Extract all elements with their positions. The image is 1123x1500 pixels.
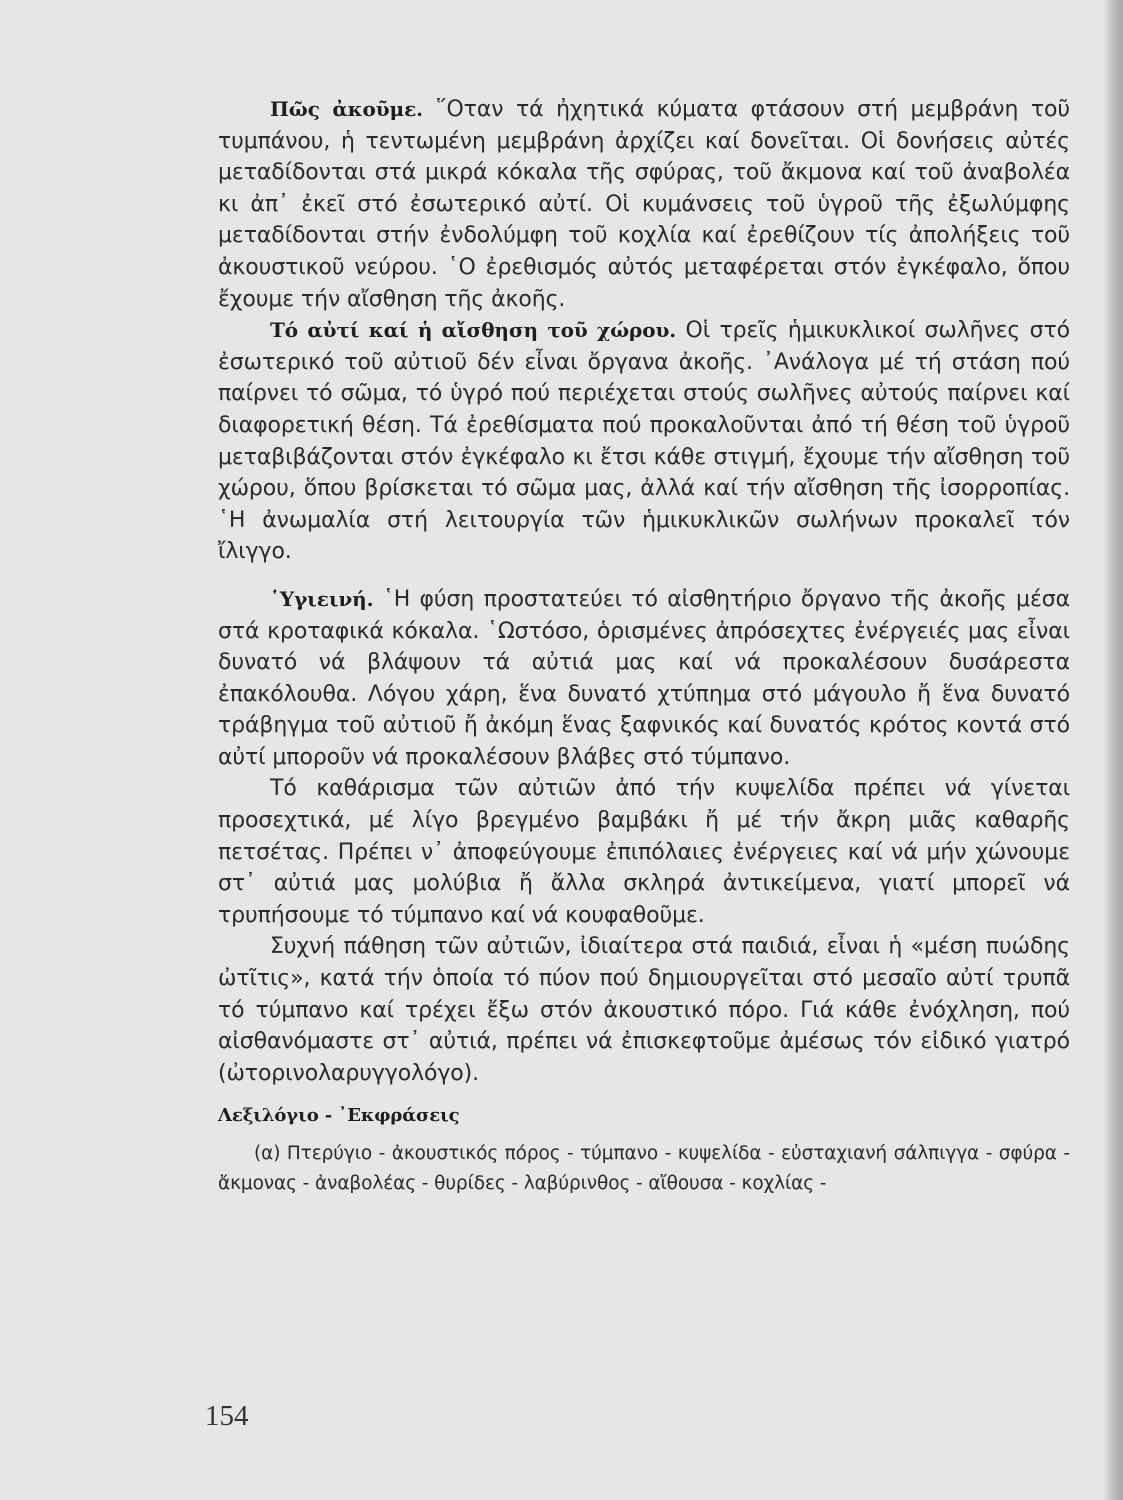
paragraph-spacer (218, 568, 1070, 584)
paragraph-cleaning (218, 773, 1070, 931)
body-text (218, 94, 1070, 1199)
paragraph-space (218, 315, 1070, 568)
page-number: 154 (205, 1400, 249, 1432)
heading-space: Τό αὐτί καί ἡ αἴσθηση τοῦ χώρου. (270, 318, 677, 343)
heading-hygiene: ῾Υγιεινή. (270, 586, 374, 611)
paragraph-hearing (218, 94, 1070, 315)
vocabulary-item-a: (α) Πτερύγιο - ἀκουστικός πόρος - τύμπανο - κυψελίδα - εὐσταχιανή σάλπιγγα - σφύρα - ἄκμονας - ἀναβολέας - θυρίδες - λαβύρινθος - αἴθουσα - κοχλίας - (218, 1143, 1070, 1195)
text-hygiene: ῾Η φύση προστατεύει τό αἰσθητήριο ὄργανο τῆς ἀκοῆς μέσα στά κροταφικά κόκαλα. ῾Ωστόσο, ὁρισμένες ἀπρόσεχτες ἐνέργειές μας εἶναι δυνατό νά βλάψουν τά αὐτιά μας καί νά προκαλέσουν δυσάρεστα ἐπακόλουθα. Λόγου χάρη, ἕνα δυνατό χτύπημα στό μάγουλο ἤ ἕνα δυνατό τράβηγμα τοῦ αὐτιοῦ ἤ ἀκόμη ἕνας ξαφνικός καί δυνατός κρότος κοντά στό αὐτί μποροῦν νά προκαλέσουν βλάβες στό τύμπανο. (218, 586, 1070, 770)
heading-hearing: Πῶς ἀκοῦμε. (270, 97, 423, 121)
text-hearing: ῞Οταν τά ἠχητικά κύματα φτάσουν στή μεμβράνη τοῦ τυμπάνου, ἡ τεντωμένη μεμβράνη ἀρχίζει καί δονεῖται. Οἱ δονήσεις αὐτές μεταδίδονται στά μικρά κόκαλα τῆς σφύρας, τοῦ ἄκμονα καί τοῦ ἀναβολέα κι ἀπ᾿ ἐκεῖ στό ἐσωτερικό αὐτί. Οἱ κυμάνσεις τοῦ ὑγροῦ τῆς ἐξωλύμφης μεταδίδονται στήν ἐνδολύμφη τοῦ κοχλία καί ἐρεθίζουν τίς ἀπολήξεις τοῦ ἀκουστικοῦ νεύρου. ῾Ο ἐρεθισμός αὐτός μεταφέρεται στόν ἐγκέφαλο, ὅπου ἔχουμε τήν αἴσθηση τῆς ἀκοῆς. (218, 97, 1070, 312)
paragraph-otitis (218, 931, 1070, 1089)
text-space: Οἱ τρεῖς ἡμικυκλικοί σωλῆνες στό ἐσωτερικό τοῦ αὐτιοῦ δέν εἶναι ὄργανα ἀκοῆς. ᾿Ανάλογα μέ τή στάση πού παίρνει τό σῶμα, τό ὑγρό πού περιέχεται στούς σωλῆνες αὐτούς παίρνει καί διαφορετική θέση. Τά ἐρεθίσματα πού προκαλοῦνται ἀπό τή θέση τοῦ ὑγροῦ μεταβιβάζονται στόν ἐγκέφαλο κι ἔτσι κάθε στιγμή, ἔχουμε τήν αἴσθηση τοῦ χώρου, ὅπου βρίσκεται τό σῶμα μας, ἀλλά καί τήν αἴσθηση τῆς ἰσορροπίας. ῾Η ἀνωμαλία στή λειτουργία τῶν ἡμικυκλικῶν σωλήνων προκαλεῖ τόν ἴλιγγο. (218, 318, 1070, 565)
text-otitis: Συχνή πάθηση τῶν αὐτιῶν, ἰδιαίτερα στά παιδιά, εἶναι ἡ «μέση πυώδης ὠτῖτις», κατά τήν ὁποία τό πύον πού δημιουργεῖται στό μεσαῖο αὐτί τρυπᾶ τό τύμπανο καί τρέχει ἔξω στόν ἀκουστικό πόρο. Γιά κάθε ἐνόχληση, πού αἰσθανόμαστε στ᾿ αὐτιά, πρέπει νά ἐπισκεφτοῦμε ἀμέσως τόν εἰδικό γιατρό (ὠτορινολαρυγγολόγο). (218, 934, 1070, 1086)
page-edge-shadow (1103, 0, 1123, 1500)
paragraph-hygiene (218, 584, 1070, 774)
text-cleaning: Τό καθάρισμα τῶν αὐτιῶν ἀπό τήν κυψελίδα πρέπει νά γίνεται προσεχτικά, μέ λίγο βρεγμένο βαμβάκι ἤ μέ τήν ἄκρη μιᾶς καθαρῆς πετσέτας. Πρέπει ν᾿ ἀποφεύγουμε ἐπιπόλαιες ἐνέργειες καί νά μήν χώνουμε στ᾿ αὐτιά μας μολύβια ἤ ἄλλα σκληρά ἀντικείμενα, γιατί μπορεῖ νά τρυπήσουμε τό τύμπανο καί νά κουφαθοῦμε. (218, 776, 1070, 928)
section-spacer (218, 1089, 1070, 1101)
vocabulary-heading: Λεξιλόγιο - ᾿Εκφράσεις (218, 1105, 460, 1127)
